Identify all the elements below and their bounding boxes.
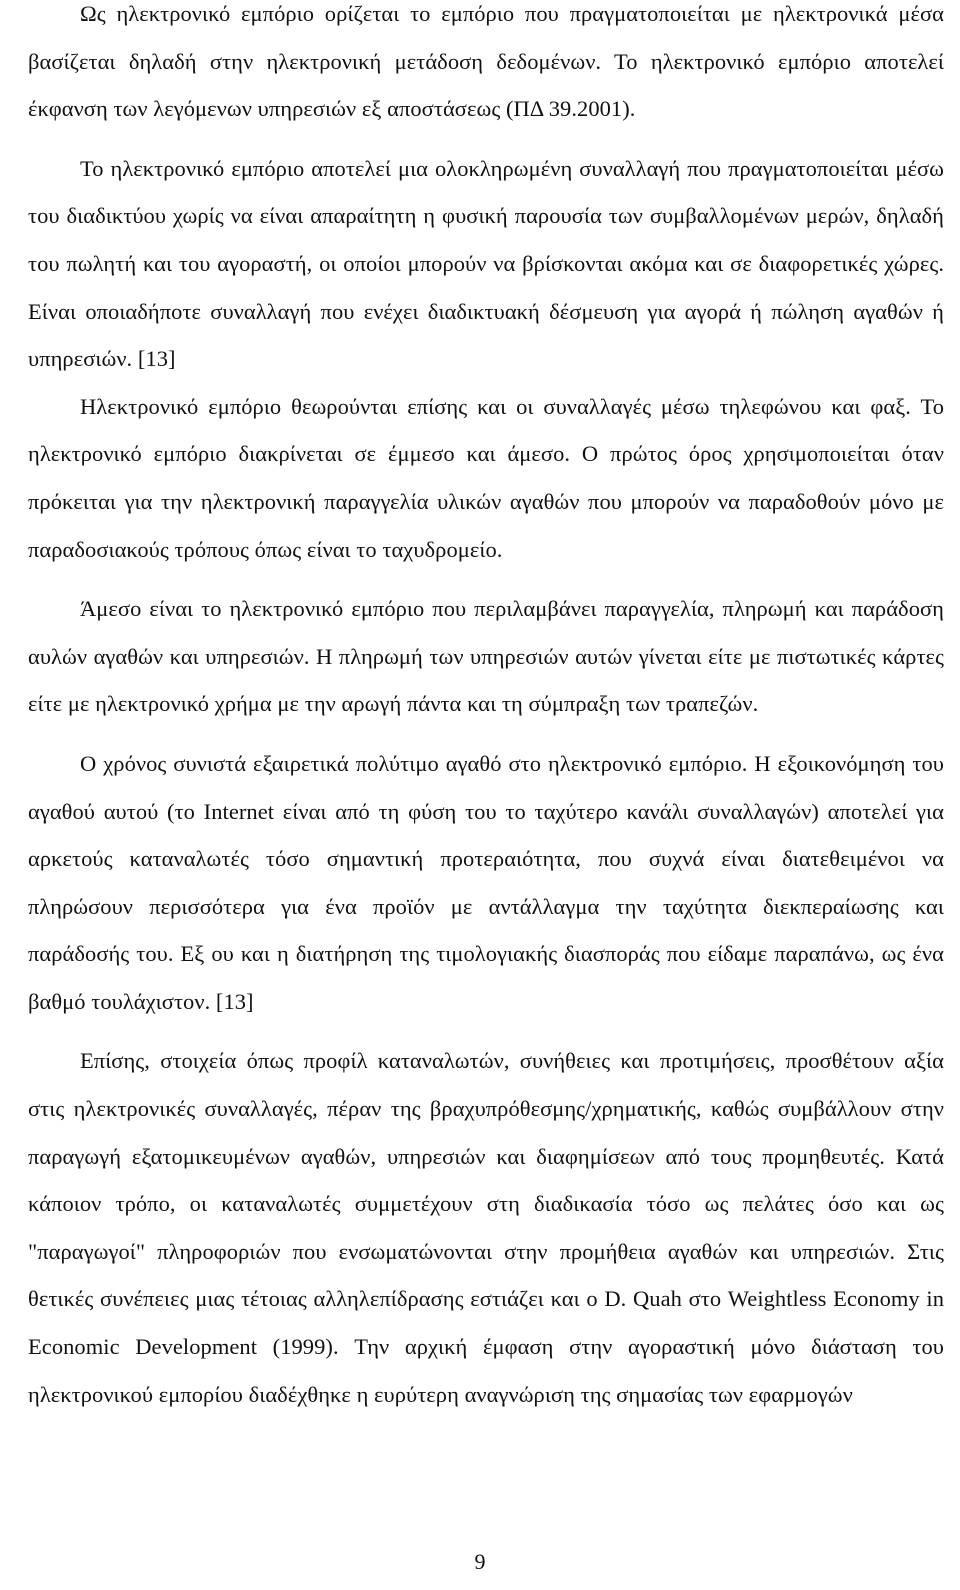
page-number: 9 — [474, 1549, 486, 1574]
paragraph-1: Ως ηλεκτρονικό εμπόριο ορίζεται το εμπόριο που πραγματοποιείται με ηλεκτρονικά μέσα βασίζεται δηλαδή στην ηλεκτρονική μετάδοση δεδομένων. Το ηλεκτρονικό εμπόριο αποτελεί έκφανση των λεγόμενων υπηρεσιών εξ αποστάσεως (ΠΔ 39.2001). — [28, 1, 944, 122]
paragraph-4: Άμεσο είναι το ηλεκτρονικό εμπόριο που περιλαμβάνει παραγγελία, πληρωμή και παράδοση αυλών αγαθών και υπηρεσιών. Η πληρωμή των υπηρεσιών αυτών γίνεται είτε με πιστωτικές κάρτες είτε με ηλεκτρονικό χρήμα με την αρωγή πάντα και τη σύμπραξη των τραπεζών. — [28, 596, 944, 717]
paragraph-6: Επίσης, στοιχεία όπως προφίλ καταναλωτών, συνήθειες και προτιμήσεις, προσθέτουν αξία στις ηλεκτρονικές συναλλαγές, πέραν της βραχυπρόθεσμης/χρηματικής, καθώς συμβάλλουν στην παραγωγή εξατομικευμένων αγαθών, υπηρεσιών και διαφημίσεων από τους προμηθευτές. Κατά κάποιον τρόπο, οι καταναλωτές συμμετέχουν στη διαδικασία τόσο ως πελάτες όσο και ως "παραγωγοί" πληροφοριών που ενσωματώνονται στην προμήθεια αγαθών και υπηρεσιών. Στις θετικές συνέπειες μιας τέτοιας αλληλεπίδρασης εστιάζει και ο D. Quah στο Weightless Economy in Economic Development (1999). Την αρχική έμφαση στην αγοραστική μόνο διάσταση του ηλεκτρονικού εμπορίου διαδέχθηκε η ευρύτερη αναγνώριση της σημασίας των εφαρμογών — [28, 1048, 944, 1407]
document-page — [28, 0, 944, 1590]
paragraph-3: Ηλεκτρονικό εμπόριο θεωρούνται επίσης και οι συναλλαγές μέσω τηλεφώνου και φαξ. Το ηλεκτρονικό εμπόριο διακρίνεται σε έμμεσο και άμεσο. Ο πρώτος όρος χρησιμοποιείται όταν πρόκειται για την ηλεκτρονική παραγγελία υλικών αγαθών που μπορούν να παραδοθούν μόνο με παραδοσιακούς τρόπους όπως είναι το ταχυδρομείο. — [28, 393, 944, 562]
paragraph-5: Ο χρόνος συνιστά εξαιρετικά πολύτιμο αγαθό στο ηλεκτρονικό εμπόριο. Η εξοικονόμηση του αγαθού αυτού (το Internet είναι από τη φύση του το ταχύτερο κανάλι συναλλαγών) αποτελεί για αρκετούς καταναλωτές τόσο σημαντική προτεραιότητα, που συχνά είναι διατεθειμένοι να πληρώσουν περισσότερα για ένα προϊόν με αντάλλαγμα την ταχύτητα διεκπεραίωσης και παράδοσής του. Εξ ου και η διατήρηση της τιμολογιακής διασποράς που είδαμε παραπάνω, ως ένα βαθμό τουλάχιστον. [13] — [28, 750, 944, 1014]
paragraph-2: Το ηλεκτρονικό εμπόριο αποτελεί μια ολοκληρωμένη συναλλαγή που πραγματοποιείται μέσω του διαδικτύου χωρίς να είναι απαραίτητη η φυσική παρουσία των συμβαλλομένων μερών, δηλαδή του πωλητή και του αγοραστή, οι οποίοι μπορούν να βρίσκονται ακόμα και σε διαφορετικές χώρες. Είναι οποιαδήποτε συναλλαγή που ενέχει διαδικτυακή δέσμευση για αγορά ή πώληση αγαθών ή υπηρεσιών. [13] — [28, 155, 944, 372]
